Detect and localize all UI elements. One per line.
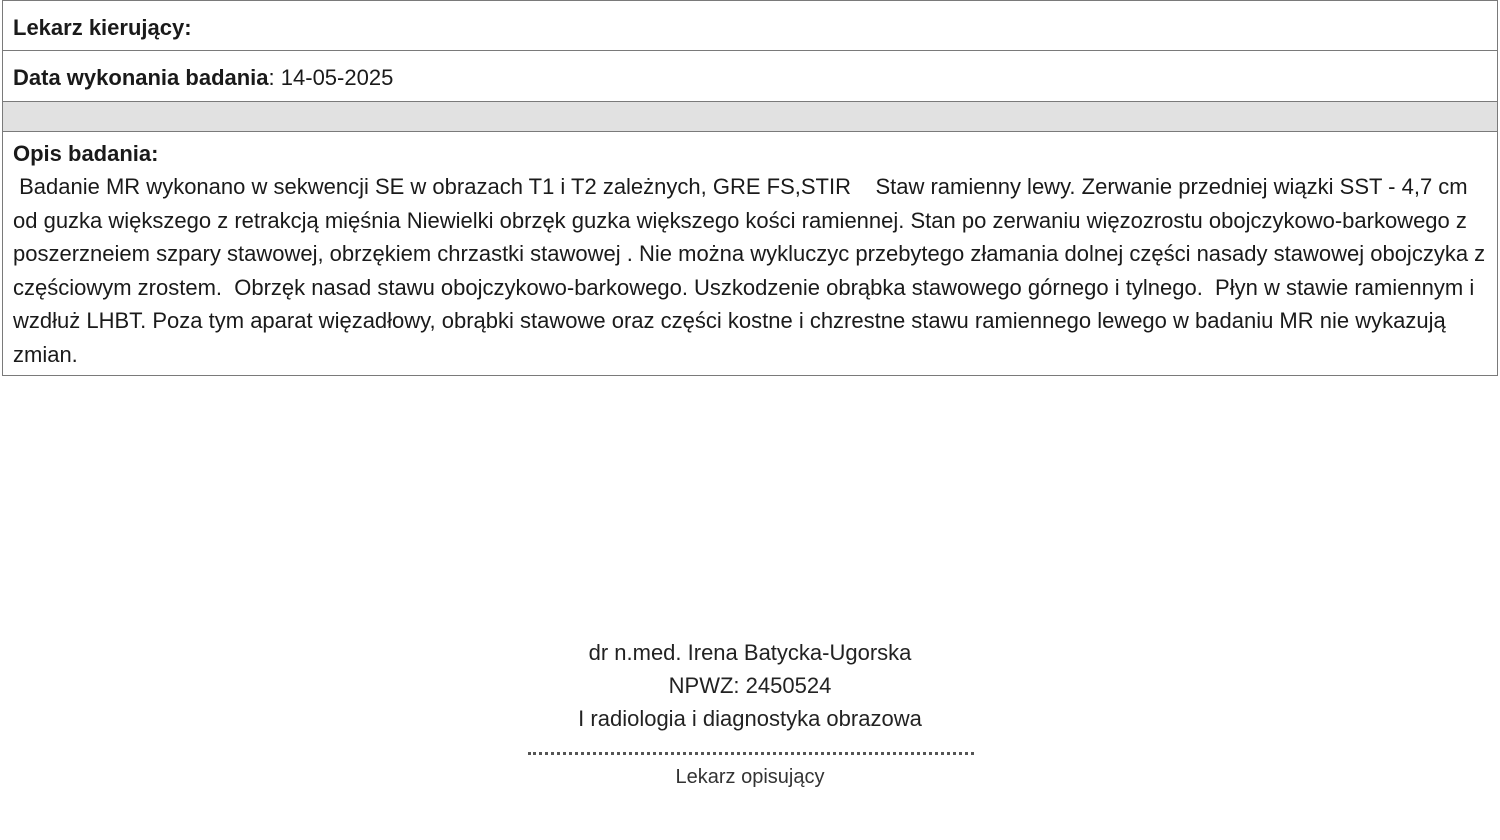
- description-label: Opis badania:: [13, 141, 159, 166]
- exam-date-row: [3, 50, 1497, 101]
- referring-physician-row: [3, 0, 1497, 50]
- signature-role: Lekarz opisujący: [675, 766, 825, 788]
- description-text: Badanie MR wykonano w sekwencji SE w obrazach T1 i T2 zależnych, GRE FS,STIR Staw ramienny lewy. Zerwanie przedniej wiązki SST - 4,7 cm od guzka większego z retrakcją mięśnia Niewielki obrzęk guzka większego kości ramiennej. Stan po zerwaniu więzozrostu obojczykowo-barkowego z poszerzneiem szpary stawowej, obrzękiem chrzastki stawowej . Nie można wykluczyc przebytego złamania dolnej części nasady stawowej obojczyka z częściowym zrostem. Obrzęk nasad stawu obojczykowo-barkowego. Uszkodzenie obrąbka stawowego górnego i tylnego. Płyn w stawie ramiennym i wzdłuż LHBT. Poza tym aparat więzadłowy, obrąbki stawowe oraz części kostne i chzrestne stawu ramiennego lewego w badaniu MR nie wykazują zmian.: [13, 174, 1492, 367]
- signature-line: [528, 752, 974, 758]
- signature-block: [450, 636, 1050, 735]
- physician-npwz: NPWZ: 2450524: [668, 673, 832, 698]
- referring-physician-label: Lekarz kierujący:: [13, 15, 192, 40]
- physician-name: dr n.med. Irena Batycka-Ugorska: [588, 640, 912, 665]
- exam-date-label: Data wykonania badania: [13, 65, 269, 90]
- physician-specialty: I radiologia i diagnostyka obrazowa: [578, 706, 922, 731]
- report-table: [2, 0, 1498, 376]
- exam-date-value: 14-05-2025: [280, 65, 394, 90]
- section-divider: [3, 101, 1497, 131]
- exam-date-separator: :: [268, 65, 281, 90]
- description-row: [3, 131, 1497, 375]
